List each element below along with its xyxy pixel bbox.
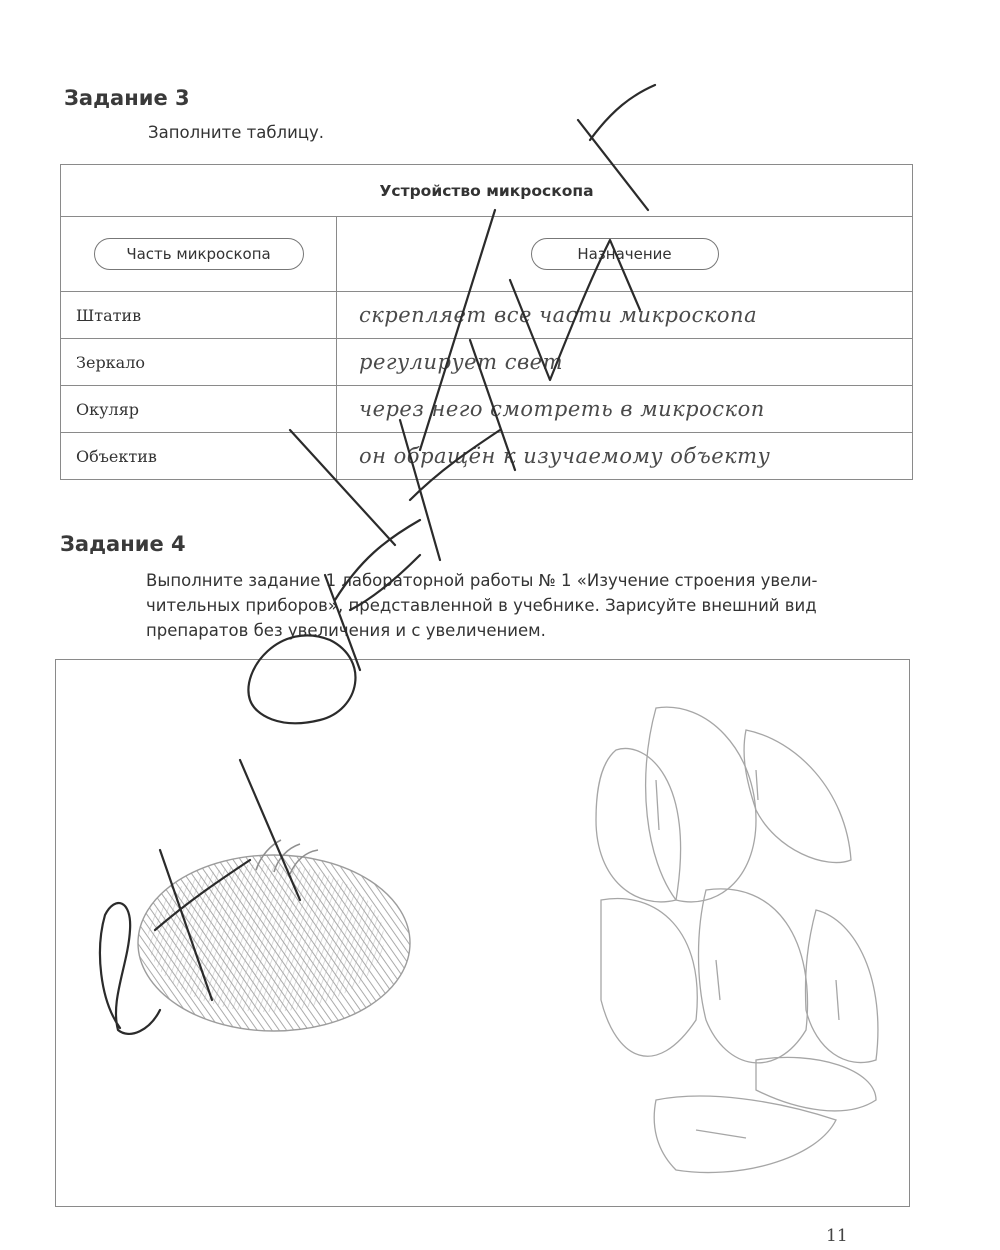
- table-column-header-row: [61, 217, 913, 292]
- part-cell: Зеркало: [61, 339, 337, 386]
- task4-instruction-line2: чительных приборов», представленной в учебнике. Зарисуйте внешний вид: [146, 596, 817, 615]
- table-row: [61, 292, 913, 339]
- part-cell: Объектив: [61, 433, 337, 480]
- column-part-cell: [61, 217, 337, 292]
- column-part-label: Часть микроскопа: [94, 238, 304, 270]
- task4-instruction-line1: Выполните задание 1 лабораторной работы № 1 «Изучение строения увели-: [146, 571, 818, 590]
- purpose-answer[interactable]: он обращён к изучаемому объекту: [337, 433, 913, 480]
- page-number: 11: [826, 1226, 848, 1246]
- task3-instruction: Заполните таблицу.: [148, 123, 325, 142]
- specimen-unmagnified-drawing: [138, 840, 410, 1031]
- task4-instruction-line3: препаратов без увеличения и с увеличением.: [146, 621, 546, 640]
- task4-title: Задание 4: [60, 532, 186, 556]
- column-purpose-label: Назначение: [531, 238, 719, 270]
- table-row: [61, 386, 913, 433]
- part-cell: Окуляр: [61, 386, 337, 433]
- specimen-magnified-drawing: [596, 707, 878, 1172]
- purpose-answer[interactable]: скрепляет все части микроскопа: [337, 292, 913, 339]
- microscope-table: [60, 164, 913, 480]
- purpose-answer[interactable]: через него смотреть в микроскоп: [337, 386, 913, 433]
- table-header-row: [61, 165, 913, 217]
- column-purpose-cell: [337, 217, 913, 292]
- table-row: [61, 339, 913, 386]
- purpose-answer[interactable]: регулирует свет: [337, 339, 913, 386]
- drawing-area[interactable]: [55, 659, 910, 1207]
- part-cell: Штатив: [61, 292, 337, 339]
- task3-title: Задание 3: [64, 86, 190, 110]
- pencil-drawings: [56, 660, 911, 1208]
- table-row: [61, 433, 913, 480]
- table-header: Устройство микроскопа: [61, 165, 913, 217]
